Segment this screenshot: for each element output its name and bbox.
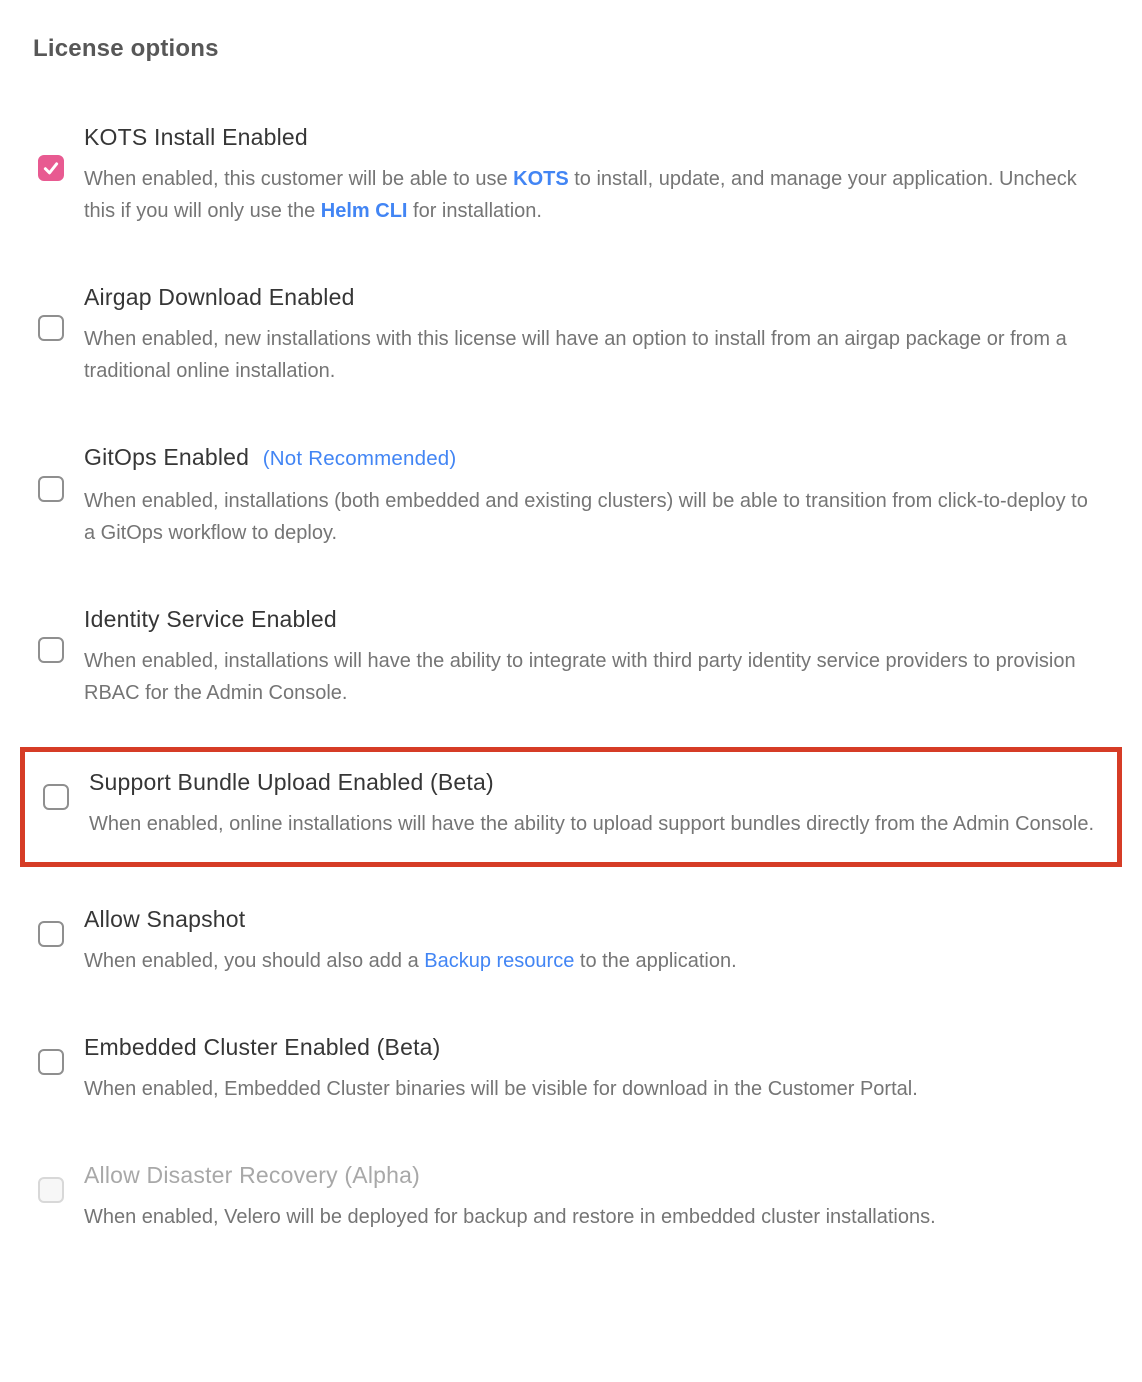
- option-title-suffix: (Not Recommended): [262, 447, 457, 470]
- helm-cli-link[interactable]: Helm CLI: [320, 200, 408, 222]
- description-text: When enabled, you should also add a: [84, 950, 425, 972]
- description-text: When enabled, Velero will be deployed for backup and restore in embedded cluster installations.: [84, 1206, 936, 1228]
- checkbox-identity-service-enabled[interactable]: [38, 637, 64, 663]
- backup-resource-link[interactable]: Backup resource: [424, 950, 575, 972]
- option-content: [84, 281, 1102, 387]
- option-content: [84, 441, 1102, 549]
- description-text: to install, update, and manage your application. Uncheck this if you will only use the: [84, 168, 1077, 222]
- option-content: [84, 603, 1102, 709]
- license-option-row: [38, 766, 1097, 840]
- checkbox-cell: [38, 784, 89, 810]
- option-title: [84, 281, 1102, 313]
- option-title: [84, 441, 1102, 475]
- option-title: [84, 121, 1102, 153]
- highlight-annotation-box: [20, 747, 1122, 867]
- option-description: [84, 945, 1102, 977]
- description-text: When enabled, online installations will have the ability to upload support bundles directly from the Admin Console.: [89, 813, 1095, 835]
- description-text: When enabled, this customer will be able to use: [84, 168, 514, 190]
- description-text: When enabled, Embedded Cluster binaries will be visible for download in the Customer Portal.: [84, 1078, 918, 1100]
- description-text: When enabled, installations (both embedded and existing clusters) will be able to transition from click-to-deploy to a GitOps workflow to deploy.: [84, 490, 1088, 544]
- checkbox-allow-disaster-recovery: [38, 1177, 64, 1203]
- check-icon: [42, 159, 60, 177]
- kots-link[interactable]: KOTS: [513, 168, 569, 190]
- option-title: [84, 603, 1102, 635]
- checkbox-kots-install-enabled[interactable]: [38, 155, 64, 181]
- option-description: [84, 485, 1102, 549]
- option-description: [84, 1073, 1102, 1105]
- license-option-row: [33, 1031, 1102, 1105]
- option-content: [89, 766, 1097, 840]
- option-title-text: Embedded Cluster Enabled (Beta): [84, 1034, 441, 1060]
- license-option-row: [33, 281, 1102, 387]
- checkbox-cell: [33, 155, 84, 181]
- checkbox-cell: [33, 637, 84, 663]
- option-content: [84, 1159, 1102, 1233]
- license-option-row: [33, 441, 1102, 549]
- option-title-text: Allow Snapshot: [84, 906, 246, 932]
- option-title: [84, 1031, 1102, 1063]
- options-list: [33, 121, 1102, 1233]
- checkbox-cell: [33, 315, 84, 341]
- checkbox-airgap-download-enabled[interactable]: [38, 315, 64, 341]
- option-content: [84, 903, 1102, 977]
- option-title-text: Support Bundle Upload Enabled (Beta): [89, 769, 494, 795]
- checkbox-gitops-enabled[interactable]: [38, 476, 64, 502]
- checkbox-allow-snapshot[interactable]: [38, 921, 64, 947]
- option-title-text: Allow Disaster Recovery (Alpha): [84, 1162, 420, 1188]
- option-title: [84, 1159, 1102, 1191]
- checkbox-cell: [33, 476, 84, 502]
- option-description: [84, 1201, 1102, 1233]
- option-title-text: GitOps Enabled: [84, 444, 250, 470]
- option-title-text: KOTS Install Enabled: [84, 124, 308, 150]
- option-title: [89, 766, 1097, 798]
- license-option-row: [33, 1159, 1102, 1233]
- option-description: [84, 323, 1102, 387]
- description-text: for installation.: [407, 200, 542, 222]
- description-text: When enabled, installations will have the ability to integrate with third party identity service providers to provision RBAC for the Admin Console.: [84, 650, 1076, 704]
- license-option-row: [33, 903, 1102, 977]
- option-title: [84, 903, 1102, 935]
- checkbox-cell: [33, 1177, 84, 1203]
- option-title-text: Identity Service Enabled: [84, 606, 337, 632]
- description-text: to the application.: [574, 950, 737, 972]
- license-option-row: [33, 121, 1102, 227]
- checkbox-support-bundle-upload-enabled[interactable]: [43, 784, 69, 810]
- checkbox-cell: [33, 921, 84, 947]
- checkbox-cell: [33, 1049, 84, 1075]
- option-description: [84, 163, 1102, 227]
- option-description: [84, 645, 1102, 709]
- option-content: [84, 121, 1102, 227]
- license-option-row: [33, 603, 1102, 709]
- option-content: [84, 1031, 1102, 1105]
- option-description: [89, 808, 1097, 840]
- checkbox-embedded-cluster-enabled[interactable]: [38, 1049, 64, 1075]
- page-title: License options: [33, 35, 219, 62]
- description-text: When enabled, new installations with this license will have an option to install from an airgap package or from a traditional online installation.: [84, 328, 1067, 382]
- option-title-text: Airgap Download Enabled: [84, 284, 355, 310]
